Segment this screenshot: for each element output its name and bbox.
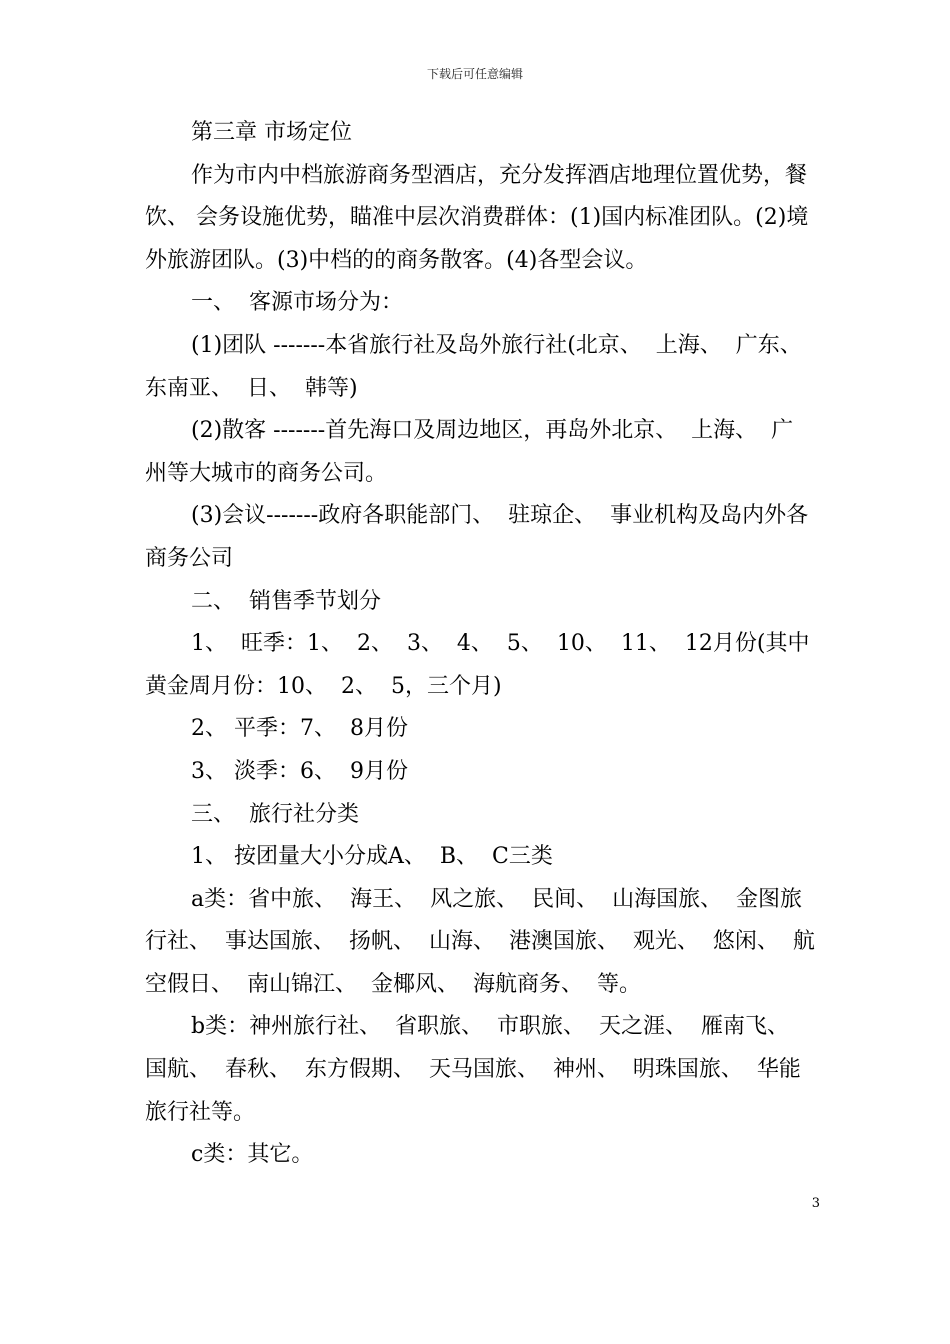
section-heading-1: 一、 客源市场分为： [191,290,403,316]
chapter-title: 第三章 市场定位 [191,120,352,145]
season-normal: 2、 平季：7、 8月份 [191,716,408,742]
page-number: 3 [811,1196,820,1211]
paragraph-intro: 作为市内中档旅游商务型酒店，充分发挥酒店地理位置优势，餐饮、 会务设施优势，瞄准中层次消费群体：(1)国内标准团队。(2)境外旅游团队。(3)中档的的商务散客。(4)各型会议。 [145,162,809,273]
list-item-individuals: (2)散客 -------首先海口及周边地区，再岛外北京、 上海、 广州等大城市的商务公司。 [145,418,794,486]
class-b-list: b类：神州旅行社、 省职旅、 市职旅、 天之涯、 雁南飞、 国航、 春秋、 东方假期、 天马国旅、 神州、 明珠国旅、 华能旅行社等。 [145,1014,804,1125]
list-item-groups: (1)团队 -------本省旅行社及岛外旅行社(北京、 上海、 广东、 东南亚、 日、 韩等) [145,332,816,401]
class-c-list: c类：其它。 [191,1142,314,1168]
section-heading-2: 二、 销售季节划分 [191,588,381,614]
document-body [145,112,815,1177]
section-heading-3: 三、 旅行社分类 [191,801,359,827]
list-item-meetings: (3)会议-------政府各职能部门、 驻琼企、 事业机构及岛内外各商务公司 [145,503,809,571]
page-header: 下载后可任意编辑 [426,67,523,81]
season-peak: 1、 旺季：1、 2、 3、 4、 5、 10、 11、 12月份(其中黄金周月份：10、 2、 5，三个月) [145,631,810,699]
classification-rule: 1、 按团量大小分成A、 B、 C三类 [191,844,553,870]
season-low: 3、 淡季：6、 9月份 [191,758,408,784]
class-a-list: a类：省中旅、 海王、 风之旅、 民间、 山海国旅、 金图旅行社、 事达国旅、 扬帆、 山海、 港澳国旅、 观光、 悠闲、 航空假日、 南山锦江、 金椰风、 海航商务、 等。 [145,886,815,997]
